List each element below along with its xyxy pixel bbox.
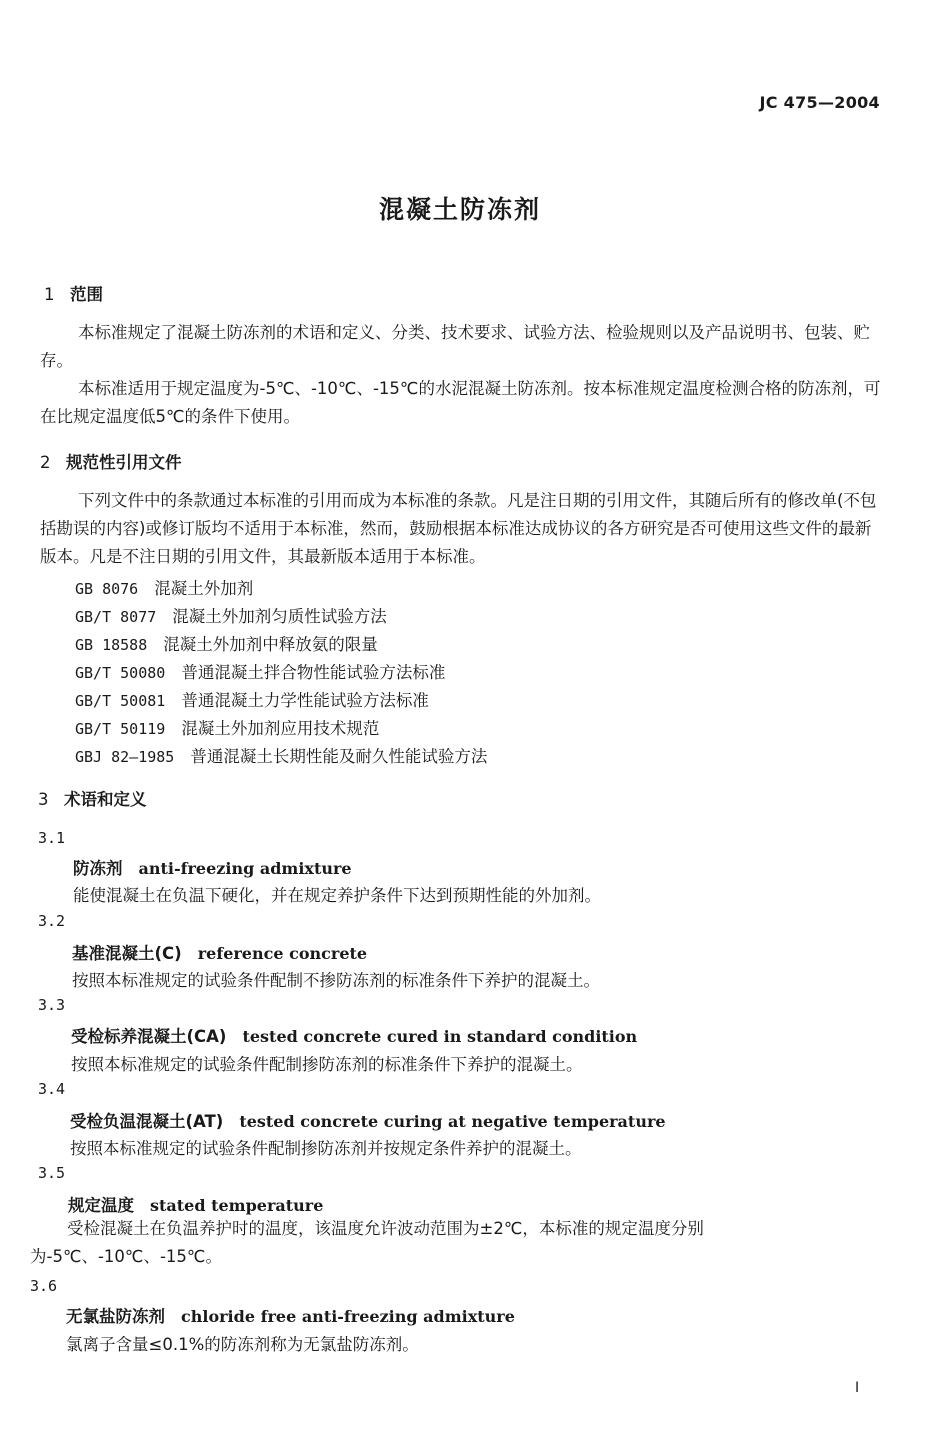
section-title: 规范性引用文件 [66,453,182,472]
reference-item: GB/T 50081 普通混凝土力学性能试验方法标准 [75,691,429,710]
page-number: I [855,1380,860,1396]
term-title: 无氯盐防冻剂 chloride free anti-freezing admixture [66,1307,515,1326]
term-title: 规定温度 stated temperature [68,1196,324,1215]
term-definition: 能使混凝土在负温下硬化，并在规定养护条件下达到预期性能的外加剂。 [73,886,601,905]
term-number: 3.5 [38,1164,66,1182]
standard-code: JC 475—2004 [759,93,880,112]
term-number: 3.4 [38,1080,66,1098]
reference-item: GBJ 82—1985 普通混凝土长期性能及耐久性能试验方法 [75,747,488,766]
section-1-heading [44,281,103,305]
term-title: 受检标养混凝土(CA) tested concrete cured in standard condition [71,1027,638,1046]
term-title: 基准混凝土(C) reference concrete [72,944,368,963]
section-number: 2 [40,453,51,472]
reference-item: GB/T 50080 普通混凝土拌合物性能试验方法标准 [75,663,446,682]
term-definition: 氯离子含量≤0.1%的防冻剂称为无氯盐防冻剂。 [66,1335,419,1354]
section-number: 3 [38,790,49,809]
reference-item: GB 18588 混凝土外加剂中释放氨的限量 [75,635,378,654]
reference-item: GB 8076 混凝土外加剂 [75,579,254,598]
term-title: 受检负温混凝土(AT) tested concrete curing at negative temperature [70,1112,666,1131]
section-title: 范围 [70,285,103,304]
reference-item: GB/T 50119 混凝土外加剂应用技术规范 [75,719,380,738]
term-definition: 按照本标准规定的试验条件配制掺防冻剂的标准条件下养护的混凝土。 [71,1055,583,1074]
term-title: 防冻剂 anti-freezing admixture [73,859,352,878]
term-number: 3.1 [38,829,66,847]
section-3-heading [38,786,147,810]
term-definition: 受检混凝土在负温养护时的温度，该温度允许波动范围为±2℃，本标准的规定温度分别为-5℃、-10℃、-15℃。 [30,1219,704,1266]
section-2-heading [40,449,182,473]
section-title: 术语和定义 [64,790,147,809]
paragraph: 下列文件中的条款通过本标准的引用而成为本标准的条款。凡是注日期的引用文件，其随后所有的修改单(不包括勘误的内容)或修订版均不适用于本标准，然而，鼓励根据本标准达成协议的各方研究是否可使用这些文件的最新版本。凡是不注日期的引用文件，其最新版本适用于本标准。 [40,491,877,566]
reference-item: GB/T 8077 混凝土外加剂匀质性试验方法 [75,607,387,626]
term-number: 3.6 [30,1277,58,1295]
document-title: 混凝土防冻剂 [378,195,541,224]
paragraph: 本标准规定了混凝土防冻剂的术语和定义、分类、技术要求、试验方法、检验规则以及产品说明书、包装、贮存。 [40,323,870,370]
section-number: 1 [44,285,55,304]
paragraph: 本标准适用于规定温度为-5℃、-10℃、-15℃的水泥混凝土防冻剂。按本标准规定温度检测合格的防冻剂，可在比规定温度低5℃的条件下使用。 [40,379,881,426]
term-number: 3.2 [38,912,66,930]
term-definition: 按照本标准规定的试验条件配制掺防冻剂并按规定条件养护的混凝土。 [70,1139,582,1158]
term-number: 3.3 [38,996,66,1014]
term-definition: 按照本标准规定的试验条件配制不掺防冻剂的标准条件下养护的混凝土。 [72,971,600,990]
